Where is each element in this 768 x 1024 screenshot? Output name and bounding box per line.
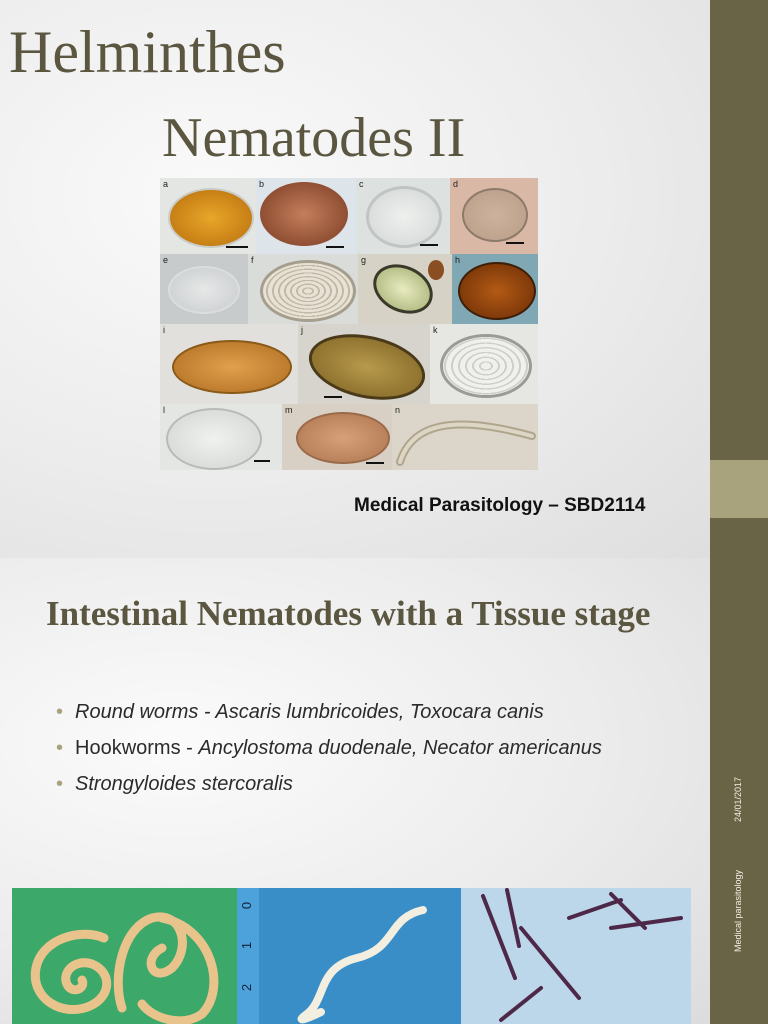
strongyloides-photo — [461, 888, 691, 1024]
bullet-item: • Strongyloides stercoralis — [56, 770, 616, 798]
roundworm-photo — [12, 888, 237, 1024]
bullet-item: • Round worms - Ascaris lumbricoides, Toxocara canis — [56, 698, 616, 726]
egg-panel-a: a — [160, 178, 256, 254]
egg-panel-d: d — [450, 178, 538, 254]
slide-title: Helminthes — [9, 19, 286, 85]
slide-subtitle: Nematodes II — [162, 107, 466, 169]
egg-panel-c: c — [356, 178, 450, 254]
slide-date: 24/01/2017 — [733, 776, 743, 822]
ruler-mark: 1 — [239, 941, 255, 950]
egg-panel-f: f — [248, 254, 358, 324]
egg-panel-i: i — [160, 324, 298, 404]
ruler-mark: 0 — [239, 901, 255, 910]
ruler-mark: 2 — [239, 983, 255, 992]
hookworm-photo — [237, 888, 461, 1024]
egg-panel-n: n — [392, 404, 538, 470]
egg-panel-k: k — [430, 324, 538, 404]
egg-panel-g: g — [358, 254, 452, 324]
bullet-dot-icon: • — [56, 737, 64, 759]
sidebar-accent — [710, 460, 768, 518]
egg-panel-j: j — [298, 324, 430, 404]
egg-panel-b: b — [256, 178, 356, 254]
bullet-list — [56, 698, 616, 806]
bullet-dot-icon: • — [56, 773, 64, 795]
egg-panel-h: h — [452, 254, 538, 324]
course-title: Medical Parasitology – SBD2114 — [354, 495, 646, 516]
bullet-dot-icon: • — [56, 701, 64, 723]
slide-footer: Medical parasitology — [733, 869, 743, 952]
section-heading: Intestinal Nematodes with a Tissue stage — [46, 594, 651, 633]
egg-panel-l: l — [160, 404, 282, 470]
bullet-item: • Hookworms - Ancylostoma duodenale, Necator americanus — [56, 734, 616, 762]
egg-panel-m: m — [282, 404, 392, 470]
egg-panel-e: e — [160, 254, 248, 324]
helminth-eggs-image — [160, 178, 538, 470]
